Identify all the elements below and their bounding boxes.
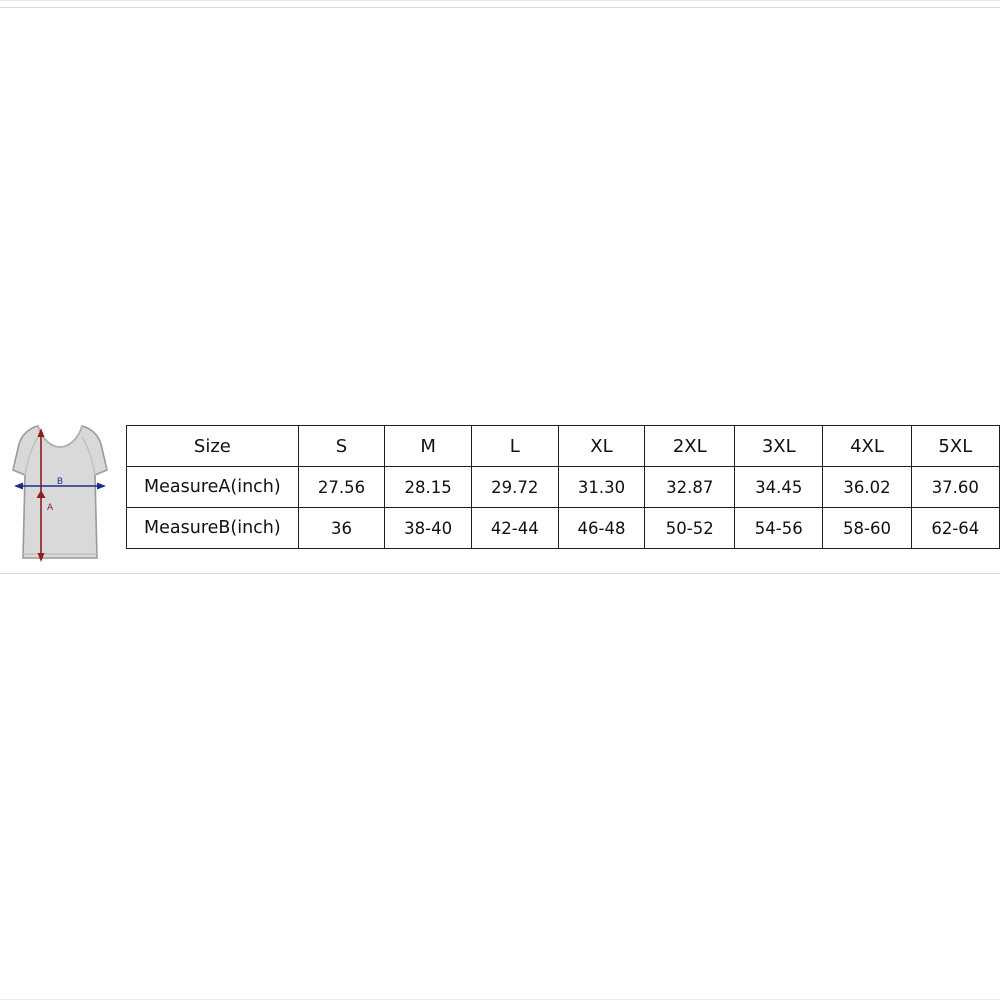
table-header-2xl: 2XL: [645, 426, 735, 467]
garment-outline: [13, 426, 107, 558]
cell-measure-b-3xl: 54-56: [735, 508, 823, 549]
measure-a-label: A: [47, 503, 54, 513]
table-header-3xl: 3XL: [735, 426, 823, 467]
cell-measure-a-4xl: 36.02: [823, 467, 911, 508]
table-row: [127, 426, 1000, 467]
cell-measure-b-s: 36: [298, 508, 385, 549]
measure-b-label: B: [56, 477, 64, 487]
table-header-xl: XL: [558, 426, 645, 467]
cell-measure-a-s: 27.56: [298, 467, 385, 508]
cell-measure-a-xl: 31.30: [558, 467, 645, 508]
row-label-measure-b: MeasureB(inch): [127, 508, 299, 549]
divider-line-bottom: [0, 573, 1000, 574]
table-header-l: L: [471, 426, 558, 467]
cell-measure-a-m: 28.15: [385, 467, 472, 508]
cell-measure-a-l: 29.72: [471, 467, 558, 508]
table-row: [127, 508, 1000, 549]
garment-svg: [8, 418, 112, 566]
divider-line-top: [0, 7, 1000, 8]
cell-measure-a-5xl: 37.60: [911, 467, 999, 508]
top-edge-line: [0, 0, 1000, 1]
cell-measure-b-4xl: 58-60: [823, 508, 911, 549]
cell-measure-b-5xl: 62-64: [911, 508, 999, 549]
cell-measure-a-3xl: 34.45: [735, 467, 823, 508]
cell-measure-b-m: 38-40: [385, 508, 472, 549]
cell-measure-b-xl: 46-48: [558, 508, 645, 549]
table-header-s: S: [298, 426, 385, 467]
cell-measure-b-2xl: 50-52: [645, 508, 735, 549]
table-header-m: M: [385, 426, 472, 467]
cell-measure-a-2xl: 32.87: [645, 467, 735, 508]
cell-measure-b-l: 42-44: [471, 508, 558, 549]
table-header-4xl: 4XL: [823, 426, 911, 467]
size-chart-table: [126, 425, 1000, 549]
tank-top-garment-diagram: [8, 418, 112, 566]
table-header-5xl: 5XL: [911, 426, 999, 467]
row-label-measure-a: MeasureA(inch): [127, 467, 299, 508]
table-header-size: Size: [127, 426, 299, 467]
table-row: [127, 467, 1000, 508]
